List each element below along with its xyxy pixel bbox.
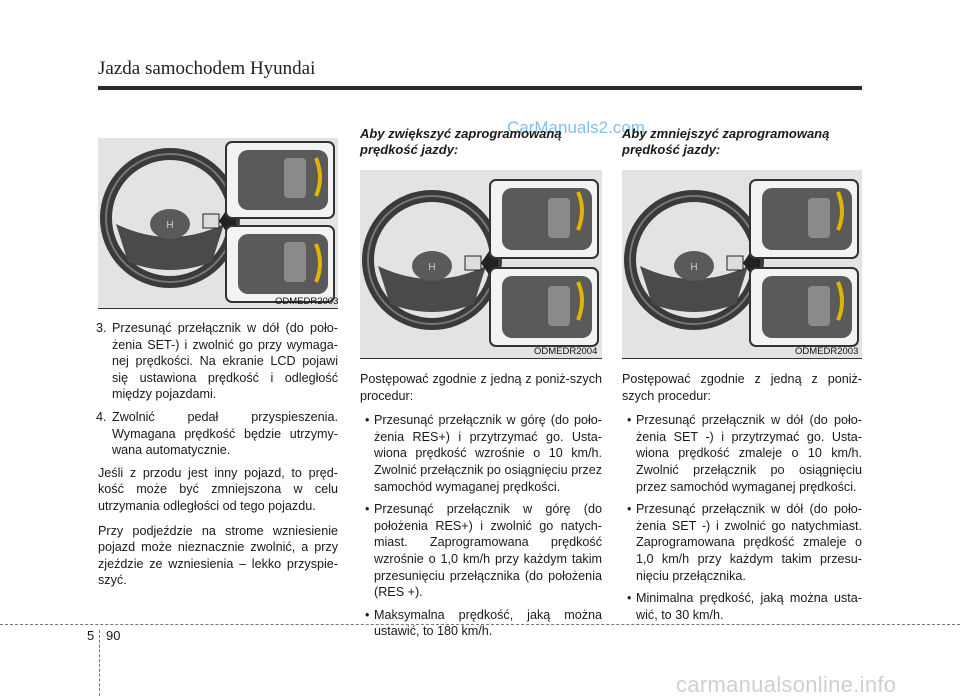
figure-3-rule [622,358,862,359]
bullet-text: Przesunąć przełącznik w dół (do poło-żenia SET -) i zwolnić go natychmiast. Zaprogramowana prędkość zmaleje o 1,0 km/h przy każdym takim przesu-nięciu przełącznika. [636,502,862,583]
step-number: 4. [96,409,107,424]
steering-wheel-illustration [622,170,862,358]
middle-column [360,371,602,646]
footer-vertical-divider [99,630,100,696]
step-text: Przesunąć przełącznik w dół (do poło-żenia SET-) i zwolnić go przy wymaga-nej prędkości. Na ekranie LCD pojawi się ustawiona prędkość i odległość między pojazdami. [112,321,338,402]
bullet-text: Przesunąć przełącznik w górę (do poło-żenia RES+) i przytrzymać go. Usta-wiona prędkość wzrośnie o 10 km/h. Zwolnić przełącznik po osiągnięciu przez samochód wymaganej prędkości. [374,413,602,494]
heading-decrease-speed: Aby zmniejszyć zaprogramowaną prędkość jazdy: [622,126,830,157]
site-watermark: carmanualsonline.info [676,672,897,697]
steering-wheel-illustration [360,170,602,358]
bullet-text: Minimalna prędkość, jaką można usta-wić, to 30 km/h. [636,591,862,622]
bullet-item: • Przesunąć przełącznik w dół (do poło-żenia SET -) i zwolnić go natychmiast. Zaprogramowana prędkość zmaleje o 1,0 km/h przy każdym takim przesu-nięciu przełącznika. [627,502,862,583]
figure-steering-wheel-1 [98,138,338,308]
watermark: CarManuals2.com [507,118,645,137]
paragraph: Postępować zgodnie z jedną z poniż-szych procedur: [360,372,602,403]
bullet-text: Maksymalna prędkość, jaką można ustawić, to 180 km/h. [374,607,602,639]
figure-1-caption: ODMEDR2003 [275,296,339,307]
figure-3-caption: ODMEDR2003 [795,346,859,357]
paragraph: Jeśli z przodu jest inny pojazd, to pręd-kość może być zmniejszona w celu utrzymania odległości od tego pojazdu. [98,465,338,513]
heading-increase-speed: Aby zwiększyć zaprogramowaną prędkość jazdy: [360,126,562,157]
right-column [622,371,862,629]
step-text: Zwolnić pedał przyspieszenia. Wymagana prędkość będzie utrzymy-wana automatycznie. [112,409,338,458]
figure-2-rule [360,358,602,359]
figure-steering-wheel-2 [360,170,602,358]
left-column [98,320,338,597]
bullet-item: • Maksymalna prędkość, jaką można ustawić, to 180 km/h. [365,607,602,639]
bullet-item: • Minimalna prędkość, jaką można usta-wić, to 30 km/h. [627,591,862,622]
figure-steering-wheel-3 [622,170,862,358]
steering-wheel-illustration [98,138,338,308]
page-number: 90 [106,628,121,643]
bullet-text: Przesunąć przełącznik w dół (do poło-żenia SET -) i przytrzymać go. Usta-wiona prędkość zmaleje o 10 km/h. Zwolnić przełącznik po osiągnięciu przez samochód wymaganej prędkości. [636,413,862,494]
svg-text:H: H [166,220,174,231]
footer-divider [0,624,960,625]
figure-1-rule [98,308,338,309]
step-number: 3. [96,321,107,335]
bullet-item: • Przesunąć przełącznik w górę (do poło-żenia RES+) i przytrzymać go. Usta-wiona prędkość wzrośnie o 10 km/h. Zwolnić przełącznik po osiągnięciu przez samochód wymaganej prędkości. [365,413,602,494]
page-header-title: Jazda samochodem Hyundai [98,58,316,79]
bullet-item: • Przesunąć przełącznik w dół (do poło-żenia SET -) i przytrzymać go. Usta-wiona prędkość zmaleje o 10 km/h. Zwolnić przełącznik po osiągnięciu przez samochód wymaganej prędkości. [627,413,862,494]
figure-2-caption: ODMEDR2004 [534,346,598,357]
paragraph: Postępować zgodnie z jedną z poniż-szych procedur: [622,372,862,403]
header-rule [98,86,862,90]
svg-text:H: H [690,262,698,273]
step-3 [98,320,338,403]
svg-text:H: H [428,262,436,273]
paragraph: Przy podjeździe na strome wzniesienie pojazd może nieznacznie zwolnić, a przy zjeździe ze wzniesienia – lekko przyspie-szyć. [98,523,338,588]
step-4 [98,409,338,459]
bullet-item: • Przesunąć przełącznik w górę (do położenia RES+) i zwolnić go natych-miast. Zaprogramowana prędkość wzrośnie o 1,0 km/h przy każdym takim przesunięciu przełącznika (do położenia (RES +). [365,502,602,600]
section-number: 5 [87,628,95,643]
bullet-text: Przesunąć przełącznik w górę (do położenia RES+) i zwolnić go natych-miast. Zaprogramowana prędkość wzrośnie o 1,0 km/h przy każdym takim przesunięciu przełącznika (do położenia (RES +). [374,502,602,600]
